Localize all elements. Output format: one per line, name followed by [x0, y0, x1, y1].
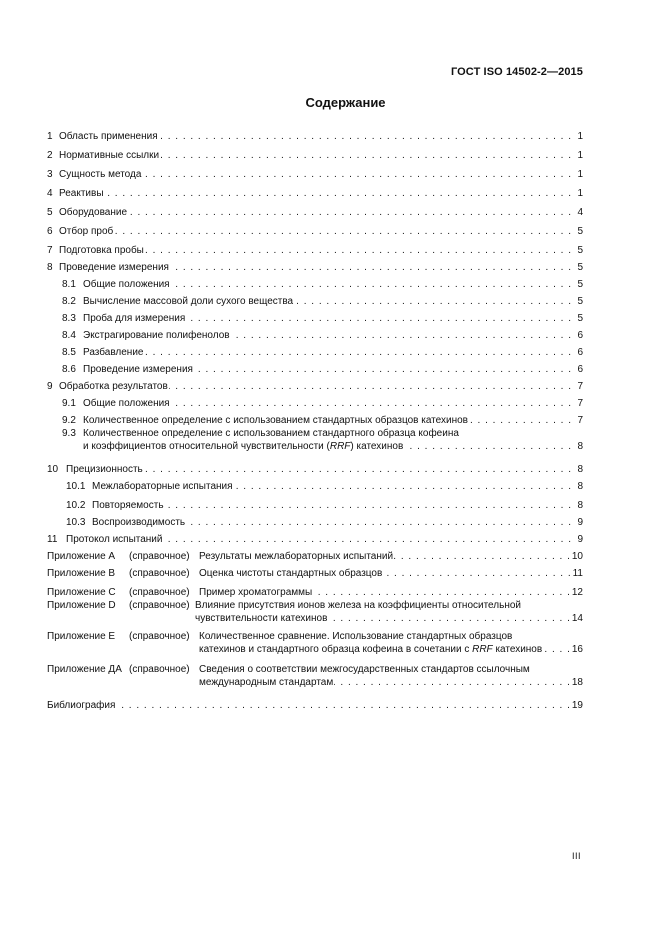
entry-title: Проведение измерения [83, 364, 193, 375]
dot-leader [231, 330, 572, 342]
toc-subentry[interactable] [47, 359, 583, 376]
entry-page: 9 [577, 534, 583, 545]
entry-title: Экстрагирование полифенолов [83, 330, 230, 341]
dot-leader [144, 347, 572, 359]
entry-number: 8 [47, 262, 53, 273]
entry-title: Повторяемость [92, 500, 164, 511]
toc-entry[interactable] [47, 219, 583, 238]
entry-title: Общие положения [83, 398, 170, 409]
annex-title-line2: катехинов и стандартного образца кофеина в сочетании с RRF катехинов [199, 644, 543, 655]
entry-number: 7 [47, 245, 53, 256]
entry-title: Отбор проб [59, 226, 114, 237]
dot-leader [194, 364, 572, 376]
entry-page: 8 [577, 464, 583, 475]
entry-page: 7 [577, 381, 583, 392]
toc-subentry[interactable] [47, 427, 583, 459]
entry-page: 14 [571, 613, 583, 624]
annex-label: Приложение С [47, 587, 116, 598]
dot-leader [163, 534, 572, 546]
toc-subentry[interactable] [47, 393, 583, 410]
dot-leader [159, 131, 572, 143]
entry-title: Область применения [59, 131, 158, 142]
entry-page: 5 [577, 296, 583, 307]
toc-subentry[interactable] [47, 342, 583, 359]
entry-page: 5 [577, 226, 583, 237]
toc-subentry[interactable] [47, 476, 583, 493]
bibliography-title: Библиография [47, 700, 116, 711]
entry-title: Сущность метода [59, 169, 142, 180]
entry-page: 8 [577, 481, 583, 492]
dot-leader [334, 677, 571, 689]
entry-title: Обработка результатов [59, 381, 168, 392]
annex-title-line1: Сведения о соответствии межгосударственных стандартов ссылочным [199, 664, 530, 675]
dot-leader [404, 441, 572, 453]
annex-label: Приложение А [47, 551, 116, 562]
entry-number: 9 [47, 381, 53, 392]
dot-leader [142, 169, 572, 181]
toc-entry[interactable] [47, 459, 583, 476]
entry-page: 19 [571, 700, 583, 711]
entry-number: 8.6 [62, 364, 76, 375]
dot-leader [186, 517, 572, 529]
entry-number: 1 [47, 131, 53, 142]
dot-leader [105, 188, 572, 200]
annex-title: Оценка чистоты стандартных образцов [199, 568, 383, 579]
entry-page: 5 [577, 245, 583, 256]
toc-bibliography[interactable] [47, 695, 583, 712]
toc-entry[interactable] [47, 162, 583, 181]
toc-entry[interactable] [47, 181, 583, 200]
annex-title: Пример хроматограммы [199, 587, 313, 598]
entry-title: Реактивы [59, 188, 104, 199]
annex-title-line2: международным стандартам [199, 677, 334, 688]
toc-entry[interactable] [47, 200, 583, 219]
toc-entry[interactable] [47, 124, 583, 143]
entry-title: Межлабораторные испытания [92, 481, 233, 492]
entry-number: 8.1 [62, 279, 76, 290]
annex-type: (справочное) [129, 568, 190, 579]
entry-number: 8.4 [62, 330, 76, 341]
entry-page: 12 [571, 587, 583, 598]
entry-page: 9 [577, 517, 583, 528]
entry-page: 6 [577, 347, 583, 358]
rrf-abbreviation: RRF [329, 441, 351, 452]
annex-type: (справочное) [129, 587, 190, 598]
dot-leader [313, 587, 571, 599]
entry-number: 8.2 [62, 296, 76, 307]
toc-subentry[interactable] [47, 512, 583, 529]
entry-title-line2: и коэффициентов относительной чувствительности (RRF) катехинов [83, 441, 404, 452]
entry-number: 10.3 [66, 517, 86, 528]
toc-subentry[interactable] [47, 291, 583, 308]
entry-page: 1 [577, 169, 583, 180]
dot-leader [469, 415, 572, 427]
dot-leader [394, 551, 571, 563]
rrf-abbreviation: RRF [472, 644, 493, 655]
toc-subentry[interactable] [47, 308, 583, 325]
entry-page: 8 [577, 441, 583, 452]
entry-number: 2 [47, 150, 53, 161]
dot-leader [294, 296, 572, 308]
toc-entry[interactable] [47, 376, 583, 393]
toc-annex[interactable] [47, 546, 583, 563]
entry-title: Количественное определение с использованием стандартных образцов катехинов [83, 415, 468, 426]
dot-leader [234, 481, 572, 493]
toc-annex[interactable] [47, 629, 583, 662]
dot-leader [169, 381, 572, 393]
page-number: III [571, 851, 581, 861]
annex-type: (справочное) [129, 600, 190, 611]
dot-leader [128, 207, 572, 219]
entry-page: 1 [577, 150, 583, 161]
entry-number: 6 [47, 226, 53, 237]
entry-page: 1 [577, 131, 583, 142]
dot-leader [145, 245, 572, 257]
toc-entry[interactable] [47, 257, 583, 274]
annex-title-line1: Влияние присутствия ионов железа на коэффициенты относительной [195, 600, 522, 611]
entry-number: 8.5 [62, 347, 76, 358]
dot-leader [328, 613, 570, 625]
entry-title: Проба для измерения [83, 313, 186, 324]
entry-page: 6 [577, 364, 583, 375]
entry-number: 9.2 [62, 415, 76, 426]
entry-page: 18 [571, 677, 583, 688]
entry-number: 11 [47, 534, 58, 545]
toc-entry[interactable] [47, 529, 583, 546]
annex-label: Приложение ДА [47, 664, 122, 675]
toc-subentry[interactable] [47, 274, 583, 291]
dot-leader [171, 279, 572, 291]
entry-title: Прецизионность [66, 464, 143, 475]
dot-leader [144, 464, 572, 476]
entry-title: Проведение измерения [59, 262, 169, 273]
toc-subentry[interactable] [47, 410, 583, 427]
toc-subentry[interactable] [47, 493, 583, 512]
dot-leader [160, 150, 572, 162]
entry-title: Нормативные ссылки [59, 150, 160, 161]
toc-annex[interactable] [47, 662, 583, 695]
toc-entry[interactable] [47, 143, 583, 162]
entry-page: 11 [572, 568, 583, 579]
entry-page: 5 [577, 313, 583, 324]
dot-leader [116, 700, 570, 712]
annex-label: Приложение Е [47, 631, 116, 642]
standard-designation: ГОСТ ISO 14502-2—2015 [450, 66, 583, 78]
table-of-contents [47, 124, 583, 712]
entry-page: 7 [577, 415, 583, 426]
entry-number: 9.1 [62, 398, 76, 409]
entry-number: 4 [47, 188, 53, 199]
entry-number: 10 [47, 464, 59, 475]
entry-page: 10 [571, 551, 583, 562]
annex-type: (справочное) [129, 551, 190, 562]
entry-title: Воспроизводимость [92, 517, 186, 528]
entry-number: 8.3 [62, 313, 76, 324]
toc-subentry[interactable] [47, 325, 583, 342]
annex-title-line2: чувствительности катехинов [195, 613, 328, 624]
toc-annex[interactable] [47, 580, 583, 599]
entry-number: 10.1 [66, 481, 86, 492]
entry-number: 3 [47, 169, 53, 180]
entry-title-line1: Количественное определение с использованием стандартного образца кофеина [83, 428, 459, 439]
annex-label: Приложение D [47, 600, 116, 611]
entry-number: 5 [47, 207, 53, 218]
dot-leader [543, 644, 571, 656]
entry-title: Разбавление [83, 347, 144, 358]
entry-page: 16 [571, 644, 583, 655]
entry-title: Оборудование [59, 207, 128, 218]
entry-page: 5 [577, 279, 583, 290]
entry-number: 10.2 [66, 500, 86, 511]
annex-title-line1: Количественное сравнение. Использование стандартных образцов [199, 631, 513, 642]
annex-type: (справочное) [129, 631, 190, 642]
entry-page: 6 [577, 330, 583, 341]
entry-page: 7 [577, 398, 583, 409]
entry-number: 9.3 [62, 428, 76, 439]
page-title: Содержание [305, 95, 386, 110]
entry-page: 4 [577, 207, 583, 218]
entry-page: 1 [577, 188, 583, 199]
dot-leader [186, 313, 572, 325]
entry-title: Общие положения [83, 279, 170, 290]
annex-title: Результаты межлабораторных испытаний [199, 551, 394, 562]
toc-entry[interactable] [47, 238, 583, 257]
entry-page: 8 [577, 500, 583, 511]
dot-leader [171, 398, 572, 410]
dot-leader [383, 568, 571, 580]
entry-title: Вычисление массовой доли сухого вещества [83, 296, 294, 307]
dot-leader [165, 500, 572, 512]
toc-annex[interactable] [47, 599, 583, 629]
entry-title: Подготовка пробы [59, 245, 144, 256]
toc-annex[interactable] [47, 563, 583, 580]
entry-page: 5 [577, 262, 583, 273]
dot-leader [114, 226, 572, 238]
annex-label: Приложение В [47, 568, 116, 579]
annex-type: (справочное) [129, 664, 190, 675]
dot-leader [170, 262, 572, 274]
entry-title: Протокол испытаний [66, 534, 163, 545]
